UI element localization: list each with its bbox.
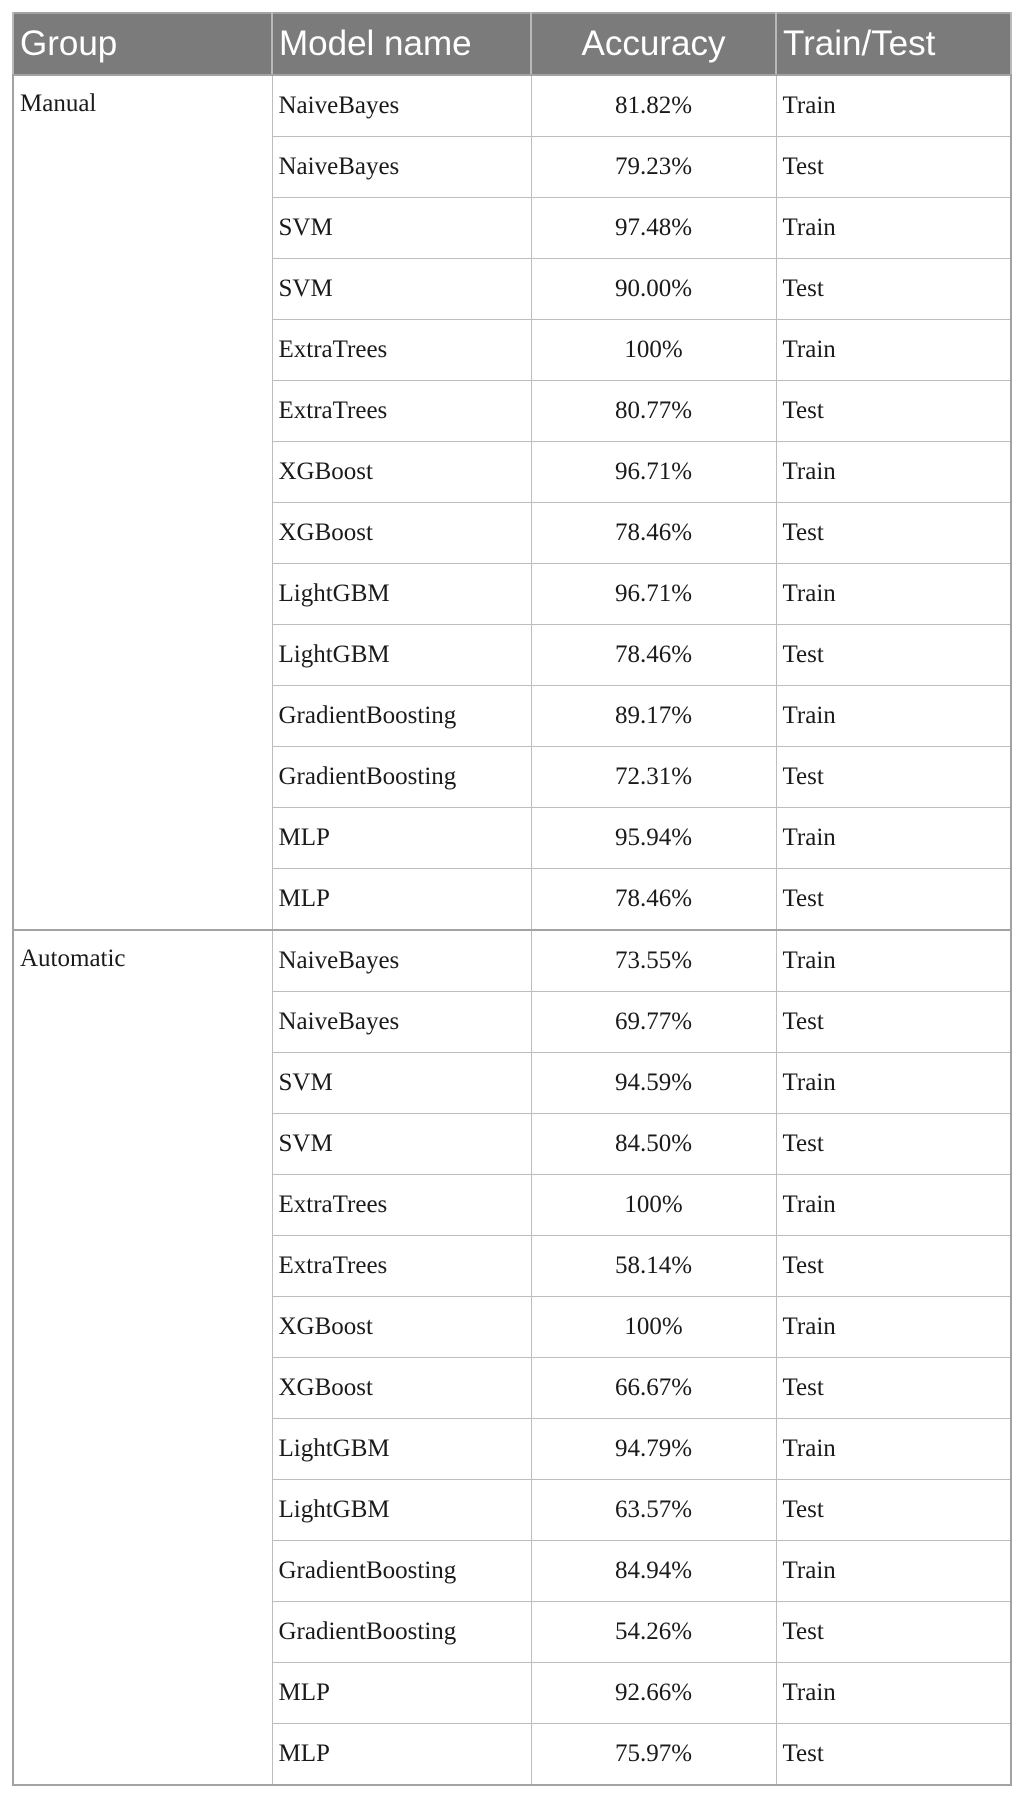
results-table: [12, 12, 1012, 1786]
accuracy-cell: 66.67%: [531, 1358, 776, 1419]
train-test-cell: Test: [776, 625, 1011, 686]
model-name-cell: MLP: [272, 1663, 531, 1724]
header-accuracy: Accuracy: [531, 13, 776, 75]
accuracy-cell: 84.50%: [531, 1114, 776, 1175]
accuracy-cell: 73.55%: [531, 930, 776, 992]
train-test-cell: Train: [776, 1663, 1011, 1724]
accuracy-cell: 78.46%: [531, 503, 776, 564]
model-name-cell: MLP: [272, 808, 531, 869]
model-name-cell: XGBoost: [272, 1297, 531, 1358]
train-test-cell: Test: [776, 381, 1011, 442]
train-test-cell: Train: [776, 1419, 1011, 1480]
model-name-cell: SVM: [272, 1114, 531, 1175]
accuracy-cell: 94.79%: [531, 1419, 776, 1480]
train-test-cell: Test: [776, 1358, 1011, 1419]
train-test-cell: Train: [776, 564, 1011, 625]
train-test-cell: Test: [776, 869, 1011, 931]
train-test-cell: Test: [776, 137, 1011, 198]
group-cell: Automatic: [13, 930, 272, 1785]
accuracy-cell: 90.00%: [531, 259, 776, 320]
table-row: [13, 930, 1011, 992]
accuracy-cell: 100%: [531, 1175, 776, 1236]
accuracy-cell: 78.46%: [531, 869, 776, 931]
accuracy-cell: 79.23%: [531, 137, 776, 198]
accuracy-cell: 78.46%: [531, 625, 776, 686]
model-name-cell: XGBoost: [272, 1358, 531, 1419]
group-cell: Manual: [13, 75, 272, 930]
accuracy-cell: 100%: [531, 320, 776, 381]
train-test-cell: Train: [776, 930, 1011, 992]
accuracy-cell: 75.97%: [531, 1724, 776, 1786]
model-name-cell: XGBoost: [272, 503, 531, 564]
train-test-cell: Train: [776, 198, 1011, 259]
model-name-cell: XGBoost: [272, 442, 531, 503]
accuracy-cell: 97.48%: [531, 198, 776, 259]
accuracy-cell: 58.14%: [531, 1236, 776, 1297]
model-name-cell: LightGBM: [272, 625, 531, 686]
train-test-cell: Train: [776, 1053, 1011, 1114]
model-name-cell: NaiveBayes: [272, 992, 531, 1053]
model-name-cell: GradientBoosting: [272, 747, 531, 808]
train-test-cell: Test: [776, 1114, 1011, 1175]
model-name-cell: SVM: [272, 259, 531, 320]
model-name-cell: NaiveBayes: [272, 137, 531, 198]
train-test-cell: Test: [776, 1236, 1011, 1297]
model-name-cell: ExtraTrees: [272, 1236, 531, 1297]
model-name-cell: SVM: [272, 198, 531, 259]
train-test-cell: Train: [776, 442, 1011, 503]
accuracy-cell: 96.71%: [531, 442, 776, 503]
model-name-cell: SVM: [272, 1053, 531, 1114]
model-name-cell: MLP: [272, 869, 531, 931]
accuracy-cell: 100%: [531, 1297, 776, 1358]
accuracy-cell: 63.57%: [531, 1480, 776, 1541]
accuracy-cell: 89.17%: [531, 686, 776, 747]
train-test-cell: Test: [776, 503, 1011, 564]
train-test-cell: Train: [776, 1541, 1011, 1602]
accuracy-cell: 72.31%: [531, 747, 776, 808]
model-name-cell: ExtraTrees: [272, 381, 531, 442]
train-test-cell: Test: [776, 1724, 1011, 1786]
train-test-cell: Train: [776, 1297, 1011, 1358]
accuracy-cell: 92.66%: [531, 1663, 776, 1724]
model-name-cell: ExtraTrees: [272, 320, 531, 381]
model-name-cell: LightGBM: [272, 564, 531, 625]
table-row: [13, 75, 1011, 137]
header-row: [13, 13, 1011, 75]
header-group: Group: [13, 13, 272, 75]
model-name-cell: LightGBM: [272, 1419, 531, 1480]
model-name-cell: LightGBM: [272, 1480, 531, 1541]
header-model-name: Model name: [272, 13, 531, 75]
train-test-cell: Test: [776, 1480, 1011, 1541]
accuracy-cell: 81.82%: [531, 75, 776, 137]
train-test-cell: Train: [776, 75, 1011, 137]
model-name-cell: MLP: [272, 1724, 531, 1786]
train-test-cell: Test: [776, 992, 1011, 1053]
model-name-cell: NaiveBayes: [272, 930, 531, 992]
accuracy-cell: 94.59%: [531, 1053, 776, 1114]
train-test-cell: Train: [776, 808, 1011, 869]
model-name-cell: GradientBoosting: [272, 1541, 531, 1602]
accuracy-cell: 80.77%: [531, 381, 776, 442]
accuracy-cell: 95.94%: [531, 808, 776, 869]
model-name-cell: NaiveBayes: [272, 75, 531, 137]
accuracy-cell: 84.94%: [531, 1541, 776, 1602]
train-test-cell: Train: [776, 320, 1011, 381]
header-train-test: Train/Test: [776, 13, 1011, 75]
train-test-cell: Train: [776, 1175, 1011, 1236]
accuracy-cell: 54.26%: [531, 1602, 776, 1663]
table-body: [13, 75, 1011, 1785]
accuracy-cell: 96.71%: [531, 564, 776, 625]
table-header: [13, 13, 1011, 75]
accuracy-cell: 69.77%: [531, 992, 776, 1053]
train-test-cell: Train: [776, 686, 1011, 747]
train-test-cell: Test: [776, 259, 1011, 320]
model-name-cell: GradientBoosting: [272, 686, 531, 747]
train-test-cell: Test: [776, 1602, 1011, 1663]
model-name-cell: GradientBoosting: [272, 1602, 531, 1663]
train-test-cell: Test: [776, 747, 1011, 808]
model-name-cell: ExtraTrees: [272, 1175, 531, 1236]
